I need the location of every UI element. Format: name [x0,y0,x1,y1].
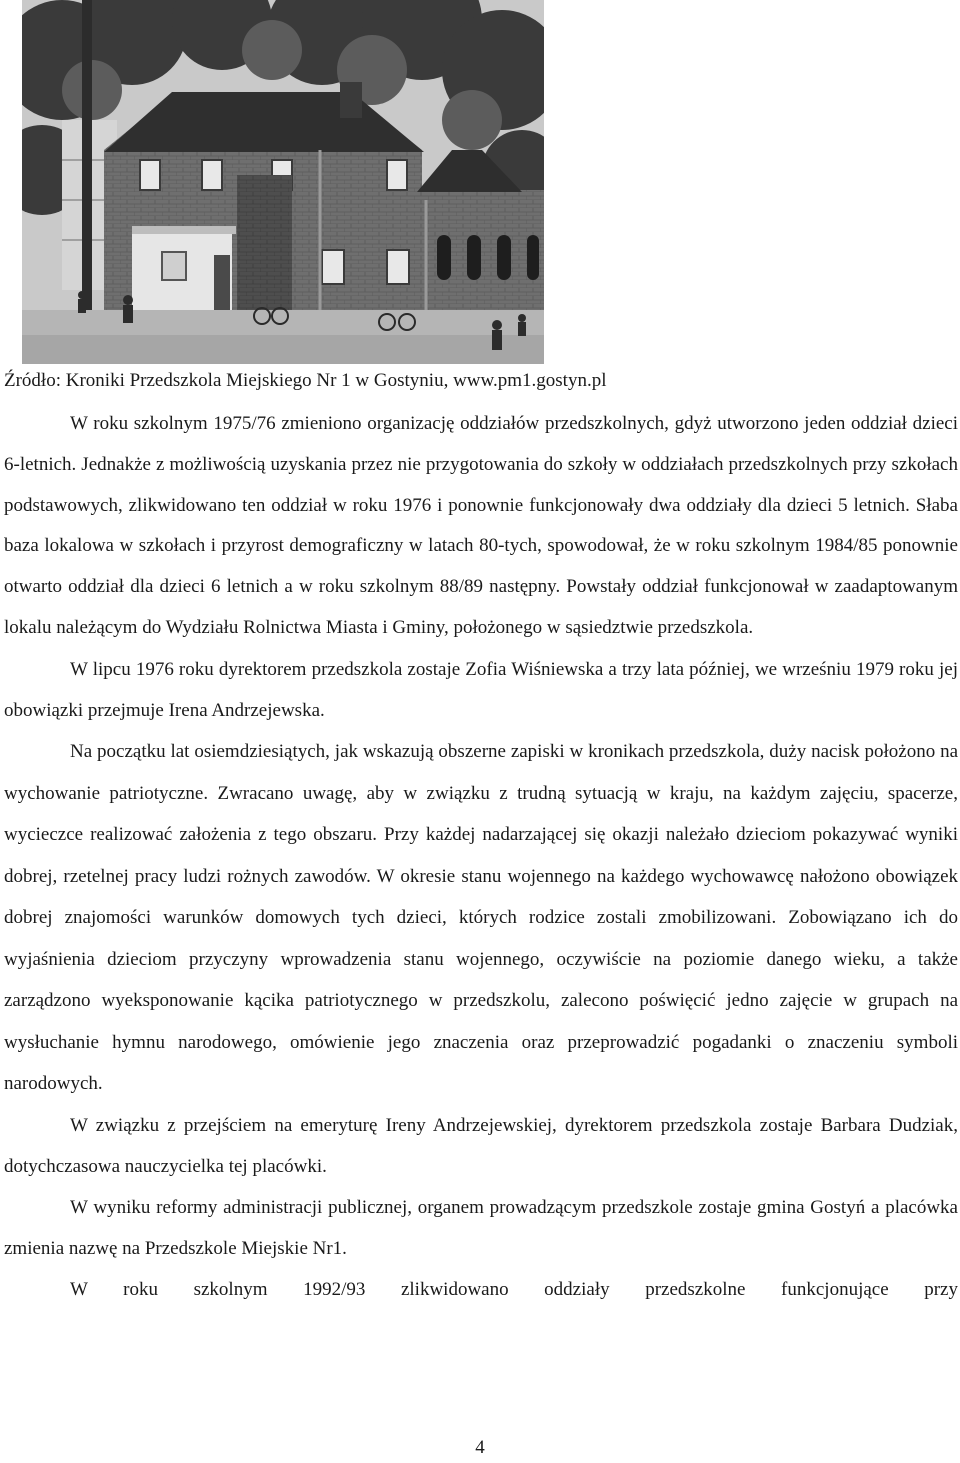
paragraph: W roku szkolnym 1975/76 zmieniono organizację oddziałów przedszkolnych, gdyż utworzono jeden oddział dzieci 6-letnich. Jednakże z możliwością uzyskania przez nie przygotowania do szkoły w oddziałach przedszkolnych przy szkołach podstawowych, zlikwidowano ten oddział w roku 1976 i ponownie funkcjonowały dwa oddziały dla dzieci 5 letnich. Słaba baza lokalowa w szkołach i przyrost demograficzny w latach 80-tych, spowodował, że w roku szkolnym 1984/85 ponownie otwarto oddział dla dzieci 6 letnich a w roku szkolnym 88/89 następny. Powstały oddział funkcjonował w zaadaptowanym lokalu należącym do Wydziału Rolnictwa Miasta i Gminy, położonego w sąsiedztwie przedszkola. [4,413,958,638]
paragraph: Na początku lat osiemdziesiątych, jak wskazują obszerne zapiski w kronikach przedszkola, duży nacisk położono na wychowanie patriotyczne. Zwracano uwagę, aby w związku z trudną sytuacją w kraju, na każdym zajęciu, spacerze, wycieczce realizować założenia z tego obszaru. Przy każdej nadarzającej się okazji należało dzieciom pokazywać wyniki dobrej, rzetelnej pracy ludzi rożnych zawodów. W okresie stanu wojennego na każdego wychowawcę nałożono obowiązek dobrej znajomości warunków domowych tych dzieci, których rodzice zostali zmobilizowani. Zobowiązano ich do wyjaśnienia dzieciom przyczyny wprowadzenia stanu wojennego, oczywiście na poziomie danego wieku, a także zarządzono wyeksponowanie kącika patriotycznego w przedszkolu, zalecono poświęcić jedno zajęcie w grupach na wysłuchanie hymnu narodowego, omówienie jego znaczenia oraz przeprowadzić pogadanki o znaczeniu symboli narodowych. [4,741,958,1095]
paragraph: W wyniku reformy administracji publicznej, organem prowadzącym przedszkole zostaje gmina Gostyń a placówka zmienia nazwę na Przedszkole Miejskie Nr1. [4,1196,958,1259]
paragraph: W związku z przejściem na emeryturę Ireny Andrzejewskiej, dyrektorem przedszkola zostaje Barbara Dudziak, dotychczasowa nauczycielka tej placówki. [4,1114,958,1177]
paragraph: W roku szkolnym 1992/93 zlikwidowano oddziały przedszkolne funkcjonujące przy [70,1278,958,1300]
body-text [4,404,958,1310]
building-photo [22,0,544,364]
page-number: 4 [475,1437,485,1458]
paragraph: W lipcu 1976 roku dyrektorem przedszkola zostaje Zofia Wiśniewska a trzy lata później, we wrześniu 1979 roku jej obowiązki przejmuje Irena Andrzejewska. [4,658,958,721]
photo-caption: Źródło: Kroniki Przedszkola Miejskiego Nr 1 w Gostyniu, www.pm1.gostyn.pl [4,370,607,391]
